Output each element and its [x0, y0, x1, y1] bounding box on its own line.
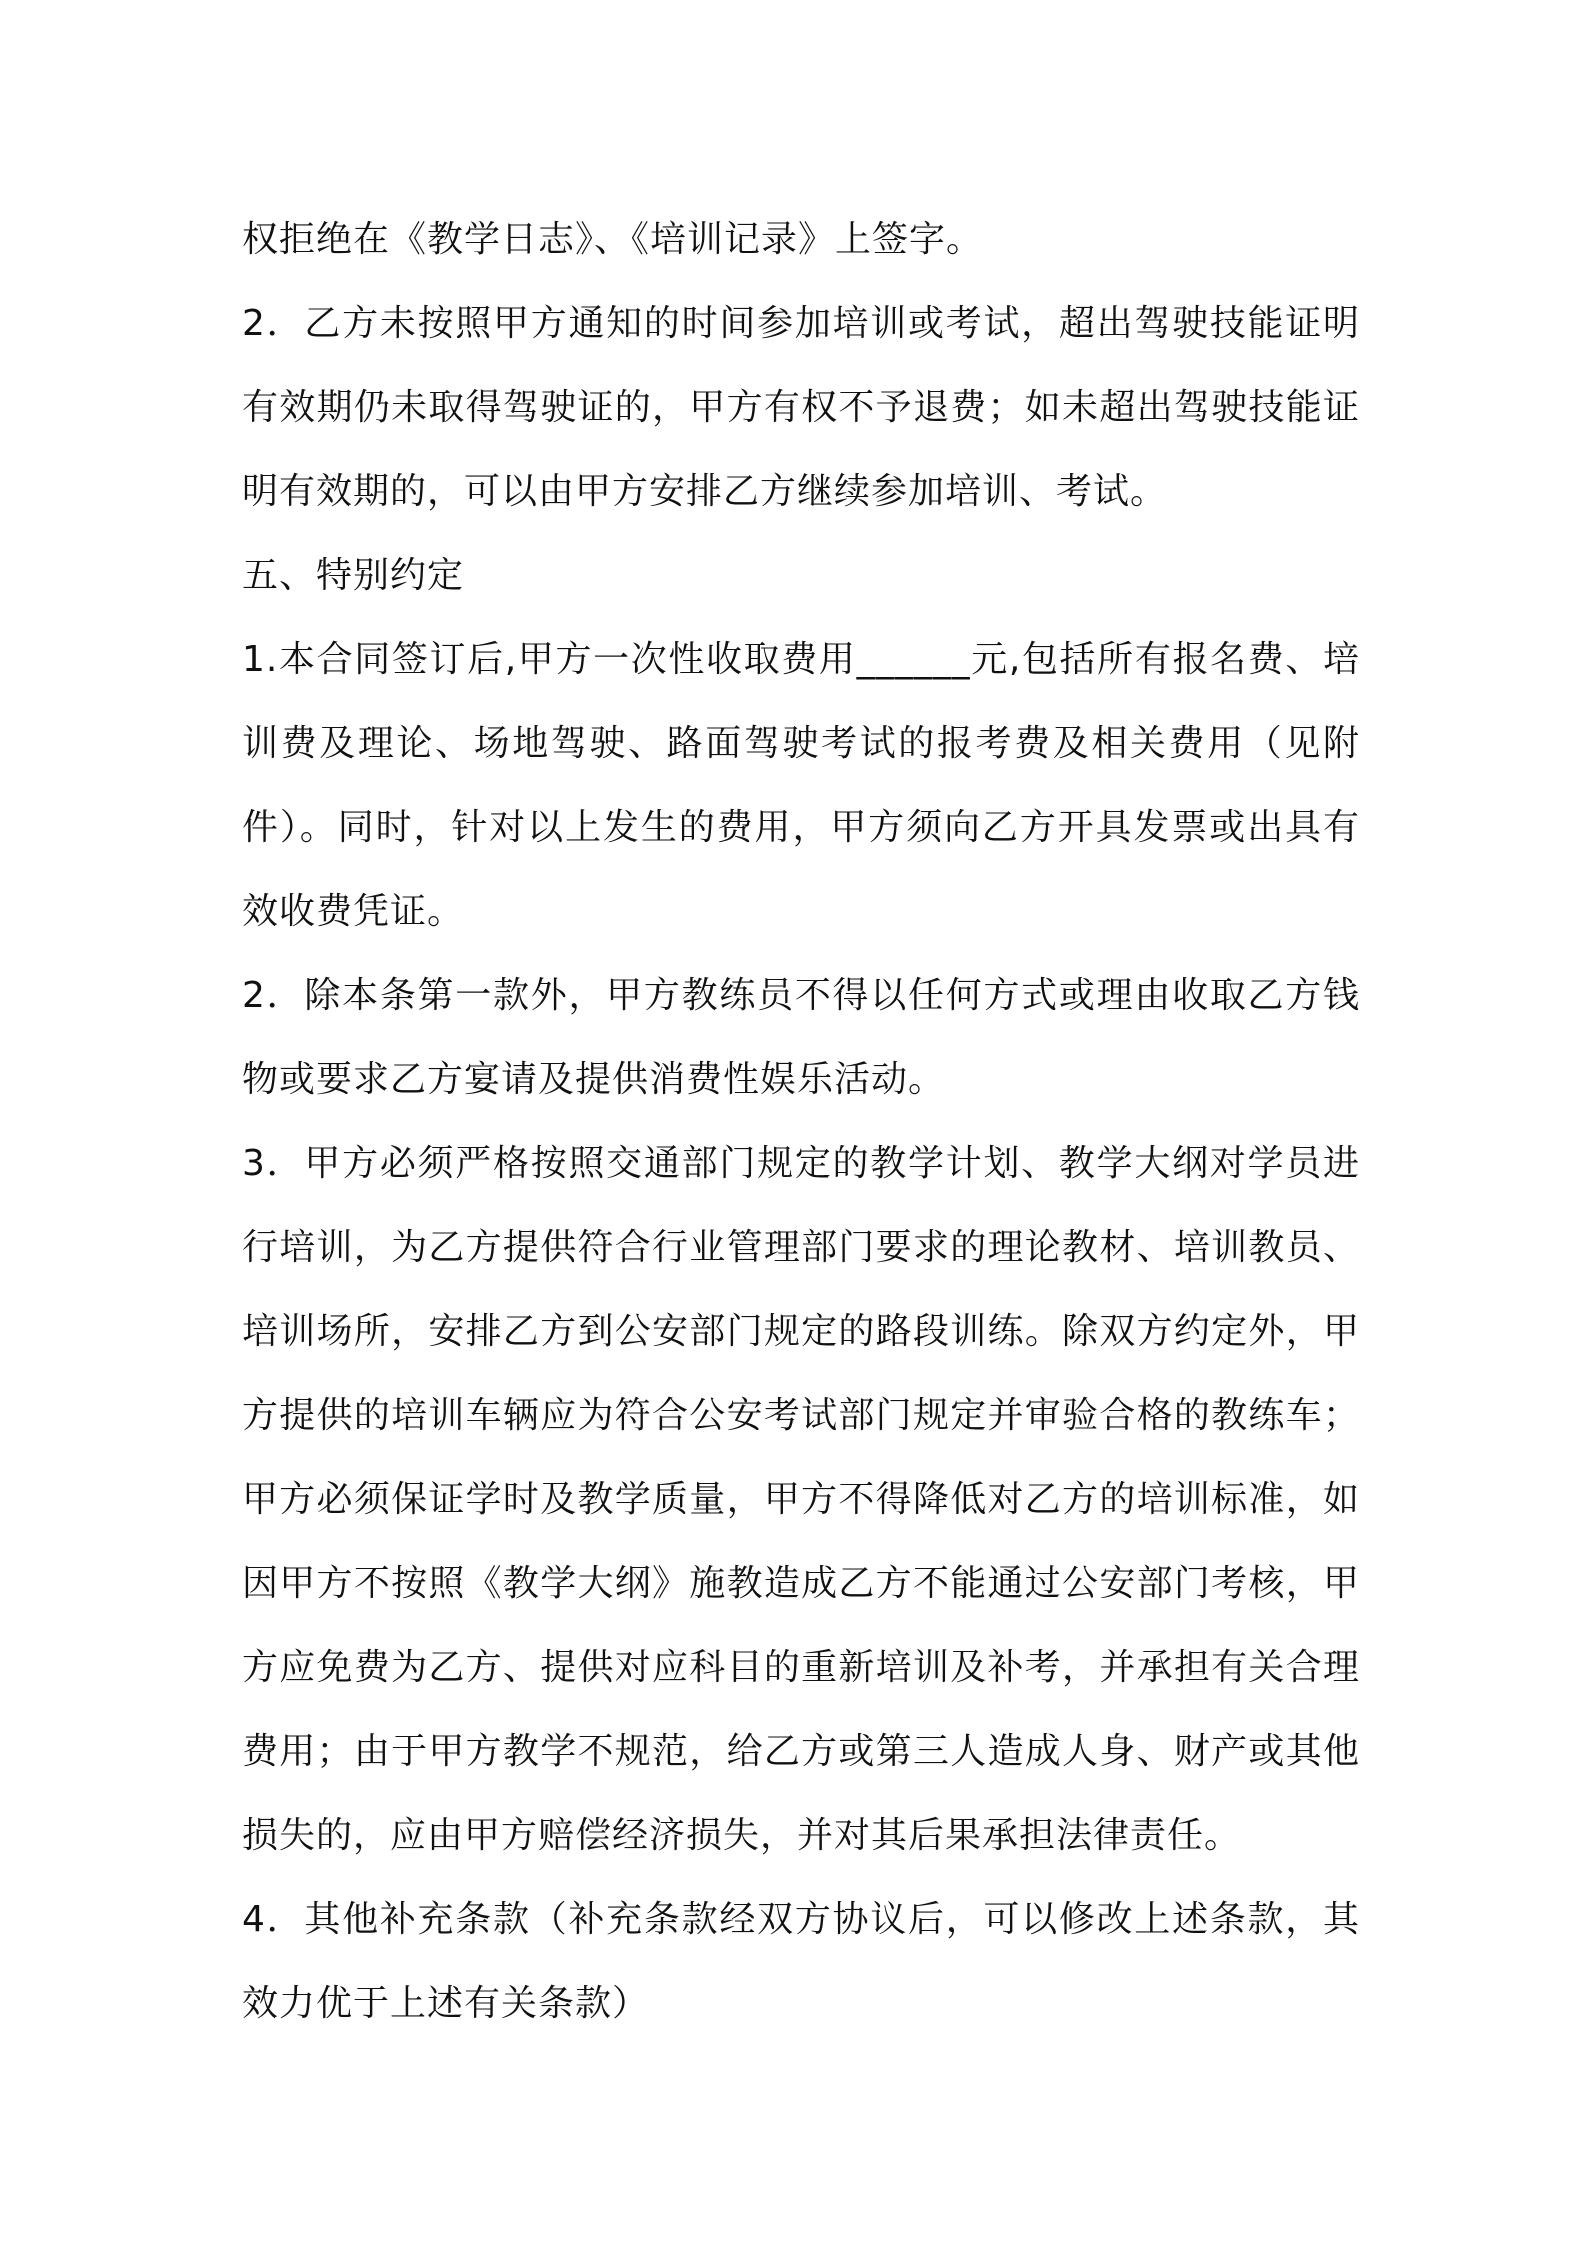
paragraph-clause-2-refund: 2．乙方未按照甲方通知的时间参加培训或考试，超出驾驶技能证明有效期仍未取得驾驶证的，甲方有权不予退费；如未超出驾驶技能证明有效期的，可以由甲方安排乙方继续参加培训、考试。	[242, 303, 1360, 512]
paragraph-clause-3-training-obligations: 3．甲方必须严格按照交通部门规定的教学计划、教学大纲对学员进行培训，为乙方提供符合行业管理部门要求的理论教材、培训教员、培训场所，安排乙方到公安部门规定的路段训练。除双方约定外，甲方提供的培训车辆应为符合公安考试部门规定并审验合格的教练车；甲方必须保证学时及教学质量，甲方不得降低对乙方的培训标准，如因甲方不按照《教学大纲》施教造成乙方不能通过公安部门考核，甲方应免费为乙方、提供对应科目的重新培训及补考，并承担有关合理费用；由于甲方教学不规范，给乙方或第三人造成人身、财产或其他损失的，应由甲方赔偿经济损失，并对其后果承担法律责任。	[242, 1143, 1360, 1856]
paragraph-signature-refusal: 权拒绝在《教学日志》、《培训记录》上签字。	[242, 219, 984, 260]
document-body	[242, 198, 1360, 2046]
paragraph-clause-2-coach-conduct: 2．除本条第一款外，甲方教练员不得以任何方式或理由收取乙方钱物或要求乙方宴请及提供消费性娱乐活动。	[242, 975, 1360, 1100]
section-heading-special-agreement: 五、特别约定	[242, 555, 465, 596]
paragraph-clause-1-fees: 1.本合同签订后,甲方一次性收取费用______元,包括所有报名费、培训费及理论、场地驾驶、路面驾驶考试的报考费及相关费用（见附件）。同时，针对以上发生的费用，甲方须向乙方开具发票或出具有效收费凭证。	[242, 639, 1360, 932]
paragraph-clause-4-supplementary: 4．其他补充条款（补充条款经双方协议后，可以修改上述条款，其效力优于上述有关条款）	[242, 1899, 1360, 2024]
